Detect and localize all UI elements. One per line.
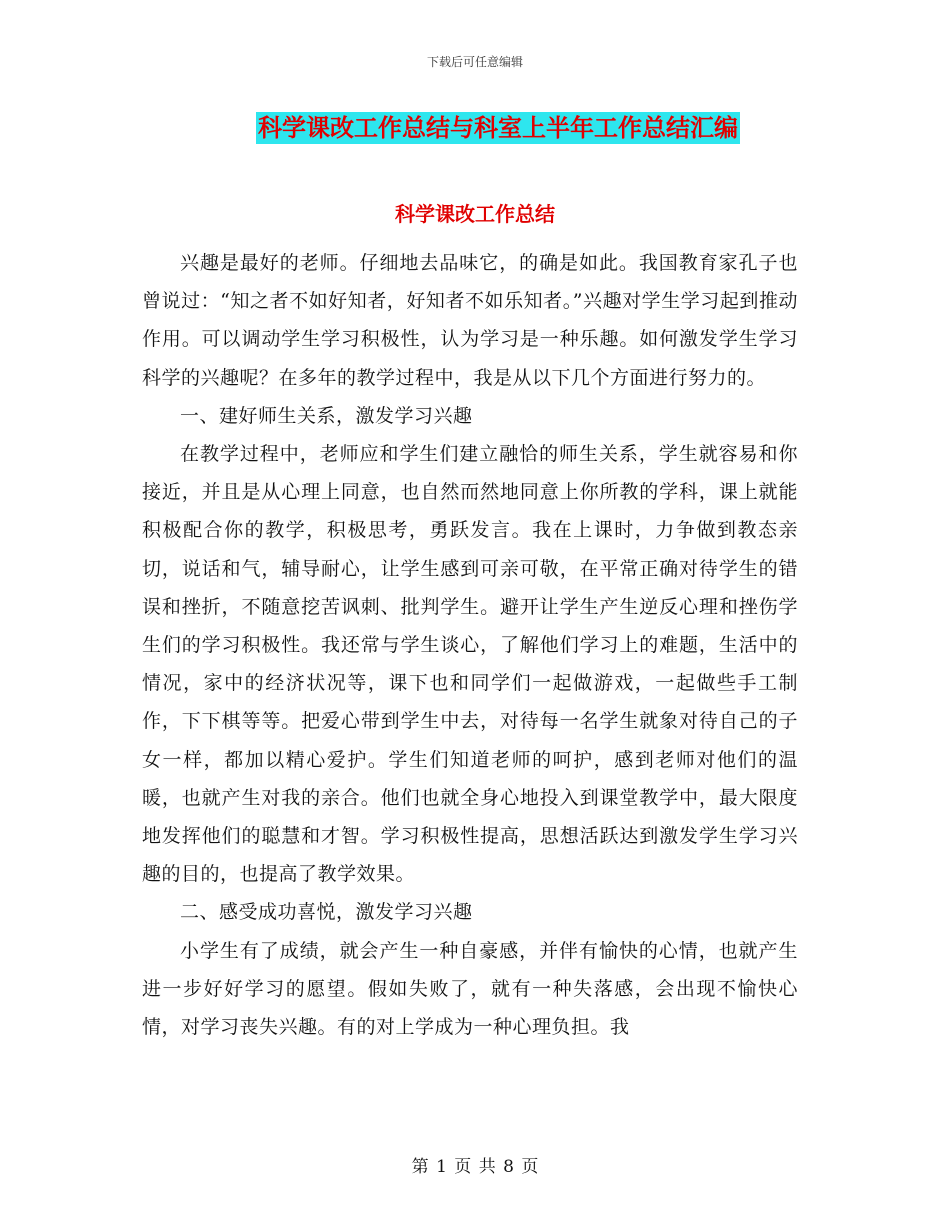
body-text bbox=[142, 244, 798, 1046]
section-heading: 一、建好师生关系，激发学习兴趣 bbox=[180, 404, 473, 427]
main-title: 科学课改工作总结与科室上半年工作总结汇编 bbox=[258, 114, 738, 142]
paragraph: 兴趣是最好的老师。仔细地去品味它，的确是如此。我国教育家孔子也曾说过：“知之者不如好知者，好知者不如乐知者。”兴趣对学生学习起到推动作用。可以调动学生学习积极性，认为学习是一种乐趣。如何激发学生学习科学的兴趣呢？在多年的教学过程中，我是从以下几个方面进行努力的。 bbox=[142, 252, 798, 389]
main-title-wrap bbox=[0, 112, 950, 144]
section-title: 科学课改工作总结 bbox=[395, 202, 555, 226]
paragraph: 小学生有了成绩，就会产生一种自豪感，并伴有愉快的心情，也就产生进一步好好学习的愿望。假如失败了，就有一种失落感，会出现不愉快心情，对学习丧失兴趣。有的对上学成为一种心理负担。我 bbox=[142, 939, 798, 1039]
page-number: 第 1 页 共 8 页 bbox=[411, 1157, 539, 1177]
section-heading: 二、感受成功喜悦，激发学习兴趣 bbox=[180, 901, 473, 924]
paragraph: 在教学过程中，老师应和学生们建立融恰的师生关系，学生就容易和你接近，并且是从心理上同意，也自然而然地同意上你所教的学科，课上就能积极配合你的教学，积极思考，勇跃发言。我在上课时，力争做到教态亲切，说话和气，辅导耐心，让学生感到可亲可敬，在平常正确对待学生的错误和挫折，不随意挖苦讽刺、批判学生。避开让学生产生逆反心理和挫伤学生们的学习积极性。我还常与学生谈心，了解他们学习上的难题，生活中的情况，家中的经济状况等，课下也和同学们一起做游戏，一起做些手工制作，下下棋等等。把爱心带到学生中去，对待每一名学生就象对待自己的子女一样，都加以精心爱护。学生们知道老师的呵护，感到老师对他们的温暖，也就产生对我的亲合。他们也就全身心地投入到课堂教学中，最大限度地发挥他们的聪慧和才智。学习积极性提高，思想活跃达到激发学生学习兴趣的目的，也提高了教学效果。 bbox=[142, 443, 798, 886]
header-note: 下载后可任意编辑 bbox=[426, 55, 523, 69]
